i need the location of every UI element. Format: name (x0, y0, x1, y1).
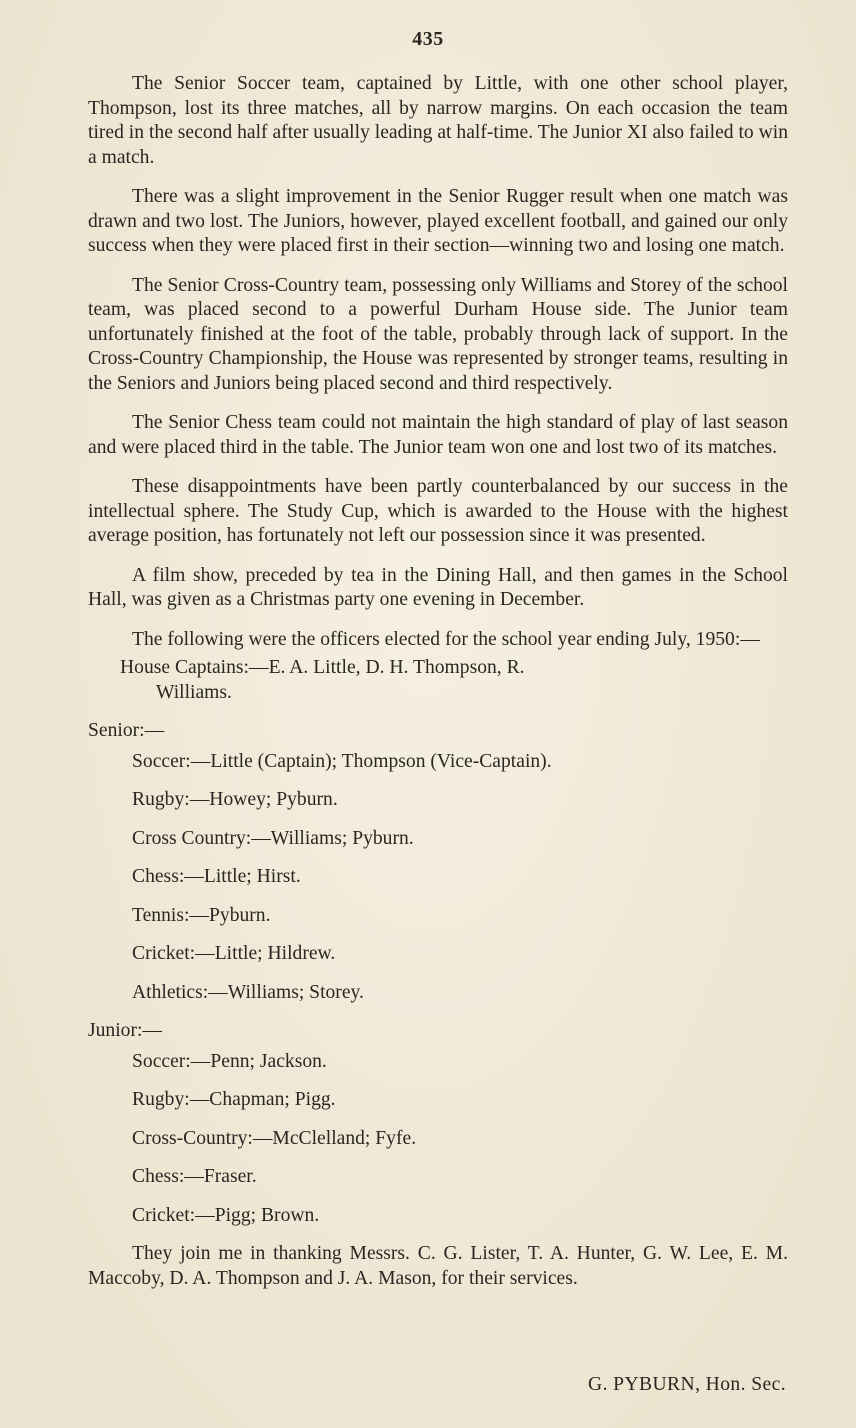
junior-officer-cross-country: Cross-Country:—McClelland; Fyfe. (132, 1127, 417, 1149)
paragraph-senior-soccer: The Senior Soccer team, captained by Little, with one other school player, Thompson, lost its three matches, all by narrow margins. On each occasion the team tired in the second half after usually leading at half-time. The Junior XI also failed to win a match. (88, 73, 788, 168)
senior-officer-tennis: Tennis:—Pyburn. (132, 904, 271, 926)
junior-officer-soccer: Soccer:—Penn; Jackson. (132, 1050, 327, 1072)
junior-heading: Junior:— (88, 1020, 163, 1041)
senior-officer-rugby: Rugby:—Howey; Pyburn. (132, 789, 338, 810)
paragraph-senior-rugger: There was a slight improvement in the Senior Rugger result when one match was drawn and two lost. The Juniors, however, played excellent football, and gained our only success when they were placed first in their section—winning two and losing one match. (88, 186, 788, 256)
junior-officer-rugby: Rugby:—Chapman; Pigg. (132, 1089, 336, 1110)
paragraph-film-show: A film show, preceded by tea in the Dining Hall, and then games in the School Hall, was given as a Christmas party one evening in December. (88, 564, 788, 610)
house-captains-line: House Captains:—E. A. Little, D. H. Thompson, R. (120, 657, 525, 678)
senior-officer-cricket: Cricket:—Little; Hildrew. (132, 943, 336, 964)
senior-officer-chess: Chess:—Little; Hirst. (132, 866, 301, 887)
senior-officer-soccer: Soccer:—Little (Captain); Thompson (Vice-Captain). (132, 750, 552, 772)
senior-officers-list (88, 750, 788, 1006)
senior-heading: Senior:— (88, 720, 165, 741)
paragraph-thanks: They join me in thanking Messrs. C. G. Lister, T. A. Hunter, G. W. Lee, E. M. Maccoby, D. A. Thompson and J. A. Mason, for their services. (88, 1243, 788, 1289)
paragraph-officers-intro: The following were the officers elected for the school year ending July, 1950:— (132, 628, 760, 650)
senior-officer-cross-country: Cross Country:—Williams; Pyburn. (132, 827, 414, 849)
signature: G. PYBURN, Hon. Sec. (588, 1374, 786, 1395)
junior-officer-cricket: Cricket:—Pigg; Brown. (132, 1204, 320, 1226)
senior-officer-athletics: Athletics:—Williams; Storey. (132, 981, 364, 1003)
junior-officer-chess: Chess:—Fraser. (132, 1166, 257, 1187)
junior-officers-list (88, 1050, 788, 1229)
paragraph-study-cup: These disappointments have been partly counterbalanced by our success in the intellectual sphere. The Study Cup, which is awarded to the House with the highest average position, has fortunately not left our possession since it was presented. (88, 476, 788, 546)
page-number: 435 (412, 28, 444, 50)
house-captains-continuation: Williams. (156, 681, 232, 703)
paragraph-chess: The Senior Chess team could not maintain the high standard of play of last season and were placed third in the table. The Junior team won one and lost two of its matches. (88, 412, 788, 458)
house-captains (88, 656, 788, 705)
article-body (88, 72, 788, 1291)
paragraph-cross-country: The Senior Cross-Country team, possessing only Williams and Storey of the school team, was placed second to a powerful Durham House side. The Junior team unfortunately finished at the foot of the table, probably through lack of support. In the Cross-Country Championship, the House was represented by stronger teams, resulting in the Seniors and Juniors being placed second and third respectively. (88, 274, 788, 394)
